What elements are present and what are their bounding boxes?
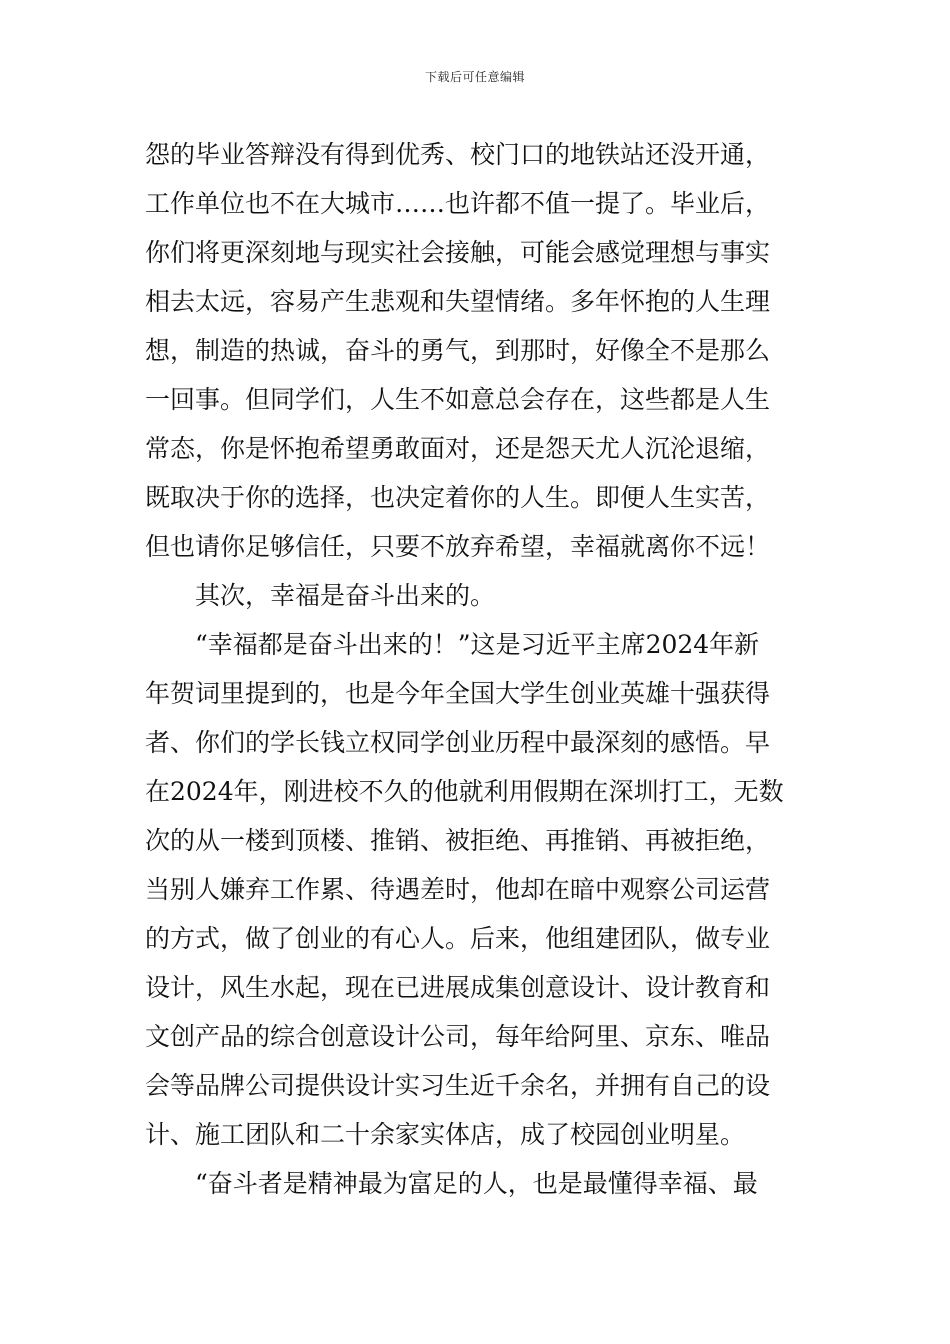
text-line: 文创产品的综合创意设计公司，每年给阿里、京东、唯品 <box>145 1022 771 1051</box>
text-line: 工作单位也不在大城市……也许都不值一提了。毕业后， <box>145 189 771 218</box>
text-line: “奋斗者是精神最为富足的人，也是最懂得幸福、最 <box>195 1169 758 1198</box>
text-line: 的方式，做了创业的有心人。后来，他组建团队，做专业 <box>145 924 771 953</box>
text-line: 设计，风生水起，现在已进展成集创意设计、设计教育和 <box>145 973 771 1002</box>
text-line: 年贺词里提到的，也是今年全国大学生创业英雄十强获得 <box>145 679 771 708</box>
text-line: 次的从一楼到顶楼、推销、被拒绝、再推销、再被拒绝， <box>145 826 771 855</box>
body-text <box>145 130 795 1208</box>
text-line: 当别人嫌弃工作累、待遇差时，他却在暗中观察公司运营 <box>145 875 771 904</box>
text-line: 者、你们的学长钱立权同学创业历程中最深刻的感悟。早 <box>145 728 771 757</box>
header-note: 下载后可任意编辑 <box>424 70 525 84</box>
text-line: 计、施工团队和二十余家实体店，成了校园创业明星。 <box>145 1120 746 1149</box>
text-line: 既取决于你的选择，也决定着你的人生。即便人生实苦， <box>145 483 771 512</box>
text-line: 但也请你足够信任，只要不放弃希望，幸福就离你不远！ <box>145 532 771 561</box>
text-line: 在2024年，刚进校不久的他就利用假期在深圳打工，无数 <box>145 777 784 806</box>
text-line: 想，制造的热诚，奋斗的勇气，到那时，好像全不是那么 <box>145 336 771 365</box>
text-line: 常态，你是怀抱希望勇敢面对，还是怨天尤人沉沦退缩， <box>145 434 771 463</box>
text-line: “幸福都是奋斗出来的！”这是习近平主席2024年新 <box>195 630 760 659</box>
text-line: 你们将更深刻地与现实社会接触，可能会感觉理想与事实 <box>145 238 771 267</box>
text-line: 会等品牌公司提供设计实习生近千余名，并拥有自己的设 <box>145 1071 771 1100</box>
text-line: 怨的毕业答辩没有得到优秀、校门口的地铁站还没开通， <box>145 140 771 169</box>
text-line: 一回事。但同学们，人生不如意总会存在，这些都是人生 <box>145 385 771 414</box>
text-line: 其次，幸福是奋斗出来的。 <box>195 581 496 610</box>
text-line: 相去太远，容易产生悲观和失望情绪。多年怀抱的人生理 <box>145 287 771 316</box>
